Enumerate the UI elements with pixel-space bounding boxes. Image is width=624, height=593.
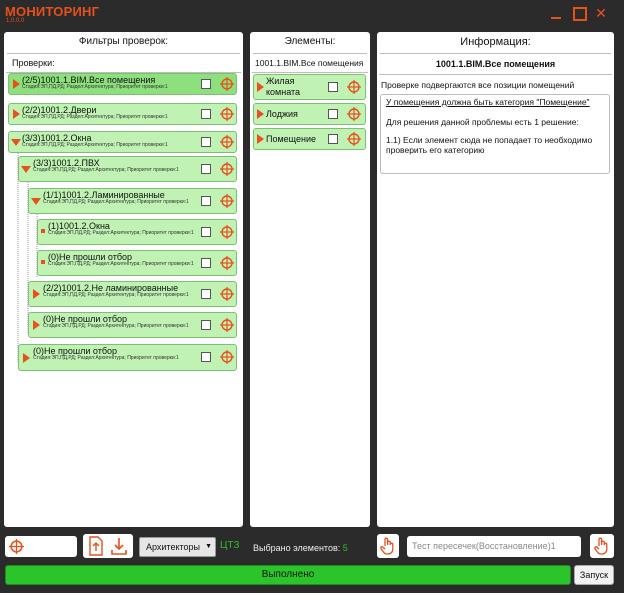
crosshair-target-icon[interactable] [347,80,361,94]
element-item[interactable] [253,103,366,125]
node-checkbox[interactable] [201,164,211,174]
node-title: (3/3)1001.2.Окна [22,133,92,143]
selected-elements-count [253,543,348,553]
tree-node[interactable] [28,188,237,214]
element-label: Помещение [266,134,316,144]
tree-node[interactable] [8,73,237,95]
hand-pick-button-right[interactable] [590,534,614,558]
node-subtitle: Стадия:ЭП,ПД,РД; Раздел:Архитектура; Приоритет проверки:1 [48,261,194,267]
crosshair-target-icon[interactable] [9,539,24,554]
elements-panel [250,32,370,527]
section-select-value: Архитекторы [146,542,200,552]
filters-panel [4,32,243,527]
title-bar [0,0,624,28]
crosshair-target-icon[interactable] [220,318,234,332]
hand-pick-button-left[interactable] [377,534,399,558]
node-title: (2/2)1001.2.Не ламинированные [43,283,179,293]
info-solutions-count: Для решения данной проблемы есть 1 решение: [386,117,579,127]
node-subtitle: Стадия:ЭП,ПД,РД; Раздел:Архитектура; Приоритет проверки:1 [22,142,168,148]
node-checkbox[interactable] [201,289,211,299]
element-label: Жилая комната [266,76,301,97]
upload-file-icon[interactable] [87,536,105,556]
selected-label: Выбрано элементов: [253,543,341,553]
expand-arrow-icon[interactable] [13,79,20,89]
info-header: Информация: [380,32,611,54]
crosshair-target-icon[interactable] [220,194,234,208]
expand-arrow-icon[interactable] [13,109,20,119]
collapse-arrow-icon[interactable] [31,198,41,205]
tree-node[interactable] [28,281,237,307]
node-title: (2/5)1001.1.BIM.Все помещения [22,75,156,85]
close-icon[interactable]: ✕ [595,5,607,21]
node-checkbox[interactable] [201,227,211,237]
node-checkbox[interactable] [201,79,211,89]
hand-pointer-icon [379,536,397,556]
node-checkbox[interactable] [201,258,211,268]
tree-node[interactable] [37,250,237,276]
tree-node[interactable] [8,103,237,125]
download-icon[interactable] [110,536,128,556]
expand-arrow-icon[interactable] [257,134,264,144]
maximize-icon[interactable] [572,6,586,20]
elements-current-check: 1001.1.BIM.Все помещения [252,54,368,73]
import-export-buttons [83,534,133,558]
element-label: Лоджия [266,109,298,119]
element-checkbox[interactable] [328,82,338,92]
node-title: (0)Не прошли отбор [33,346,117,356]
node-title: (0)Не прошли отбор [48,252,132,262]
element-checkbox[interactable] [328,109,338,119]
hand-pointer-icon [593,536,611,556]
crosshair-target-icon[interactable] [220,287,234,301]
start-button[interactable]: Запуск [574,565,614,585]
app-version: 1.0.0.0 [6,18,25,24]
node-subtitle: Стадия:ЭП,ПД,РД; Раздел:Архитектура; Приоритет проверки:1 [33,355,179,361]
cts-label: ЦТЗ [220,540,240,551]
node-checkbox[interactable] [201,109,211,119]
crosshair-target-icon[interactable] [347,107,361,121]
tree-node[interactable] [28,312,237,338]
node-subtitle: Стадия:ЭП,ПД,РД; Раздел:Архитектура; Приоритет проверки:1 [43,292,189,298]
crosshair-target-icon[interactable] [220,135,234,149]
crosshair-target-icon[interactable] [220,162,234,176]
tree-node[interactable] [18,156,237,182]
element-item[interactable] [253,74,366,100]
node-title: (3/3)1001.2.ПВХ [33,158,100,168]
node-checkbox[interactable] [201,352,211,362]
crosshair-target-icon[interactable] [220,107,234,121]
leaf-marker-icon [41,260,45,264]
elements-header: Элементы: [253,32,367,54]
minimize-icon[interactable] [549,6,563,20]
node-checkbox[interactable] [201,137,211,147]
info-panel [377,32,614,527]
node-subtitle: Стадия:ЭП,ПД,РД; Раздел:Архитектура; Приоритет проверки:1 [33,167,179,173]
node-title: (0)Не прошли отбор [43,314,127,324]
expand-arrow-icon[interactable] [257,82,264,92]
crosshair-target-icon[interactable] [220,77,234,91]
node-subtitle: Стадия:ЭП,ПД,РД; Раздел:Архитектура; Приоритет проверки:1 [22,114,168,120]
crosshair-target-icon[interactable] [220,256,234,270]
info-link[interactable]: У помещения должна быть категория "Помещение" [386,97,590,107]
info-solution-box [380,94,610,174]
node-title: (2/2)1001.2.Двери [22,105,97,115]
node-title: (1/1)1001.2.Ламинированные [43,190,165,200]
expand-arrow-icon[interactable] [33,289,40,299]
tree-node[interactable] [8,131,237,153]
node-checkbox[interactable] [201,196,211,206]
checks-label: Проверки: [6,54,241,73]
collapse-arrow-icon[interactable] [21,166,31,173]
crosshair-target-icon[interactable] [220,225,234,239]
status-bar: Выполнено [5,565,571,585]
crosshair-target-icon[interactable] [220,350,234,364]
element-item[interactable] [253,128,366,150]
node-checkbox[interactable] [201,320,211,330]
info-description: Проверке подвергаются все позиции помещений [381,80,575,90]
element-checkbox[interactable] [328,134,338,144]
node-subtitle: Стадия:ЭП,ПД,РД; Раздел:Архитектура; Приоритет проверки:1 [22,84,168,90]
info-check-title: 1001.1.BIM.Все помещения [379,54,612,75]
node-title: (1)1001.2.Окна [48,221,110,231]
chevron-down-icon: ▼ [205,543,212,550]
expand-arrow-icon[interactable] [257,109,264,119]
filters-header: Фильтры проверок: [7,32,240,54]
selected-count: 5 [342,543,348,553]
node-subtitle: Стадия:ЭП,ПД,РД; Раздел:Архитектура; Приоритет проверки:1 [48,230,194,236]
section-select[interactable] [139,537,216,557]
target-field[interactable] [5,536,77,557]
info-solution-1: 1.1) Если элемент сюда не попадает то необходимо проверить его категорию [386,135,593,155]
node-subtitle: Стадия:ЭП,ПД,РД; Раздел:Архитектура; Приоритет проверки:1 [43,323,189,329]
leaf-marker-icon [41,229,45,233]
expand-arrow-icon[interactable] [23,353,30,363]
tree-node[interactable] [37,219,237,245]
expand-arrow-icon[interactable] [33,320,40,330]
crosshair-target-icon[interactable] [347,132,361,146]
app-title: МОНИТОРИНГ [5,4,100,19]
node-subtitle: Стадия:ЭП,ПД,РД; Раздел:Архитектура; Приоритет проверки:1 [43,199,189,205]
tree-node[interactable] [18,344,237,371]
search-input[interactable]: Тест пересечек(Восстановление)1 [407,536,581,557]
collapse-arrow-icon[interactable] [11,139,21,146]
